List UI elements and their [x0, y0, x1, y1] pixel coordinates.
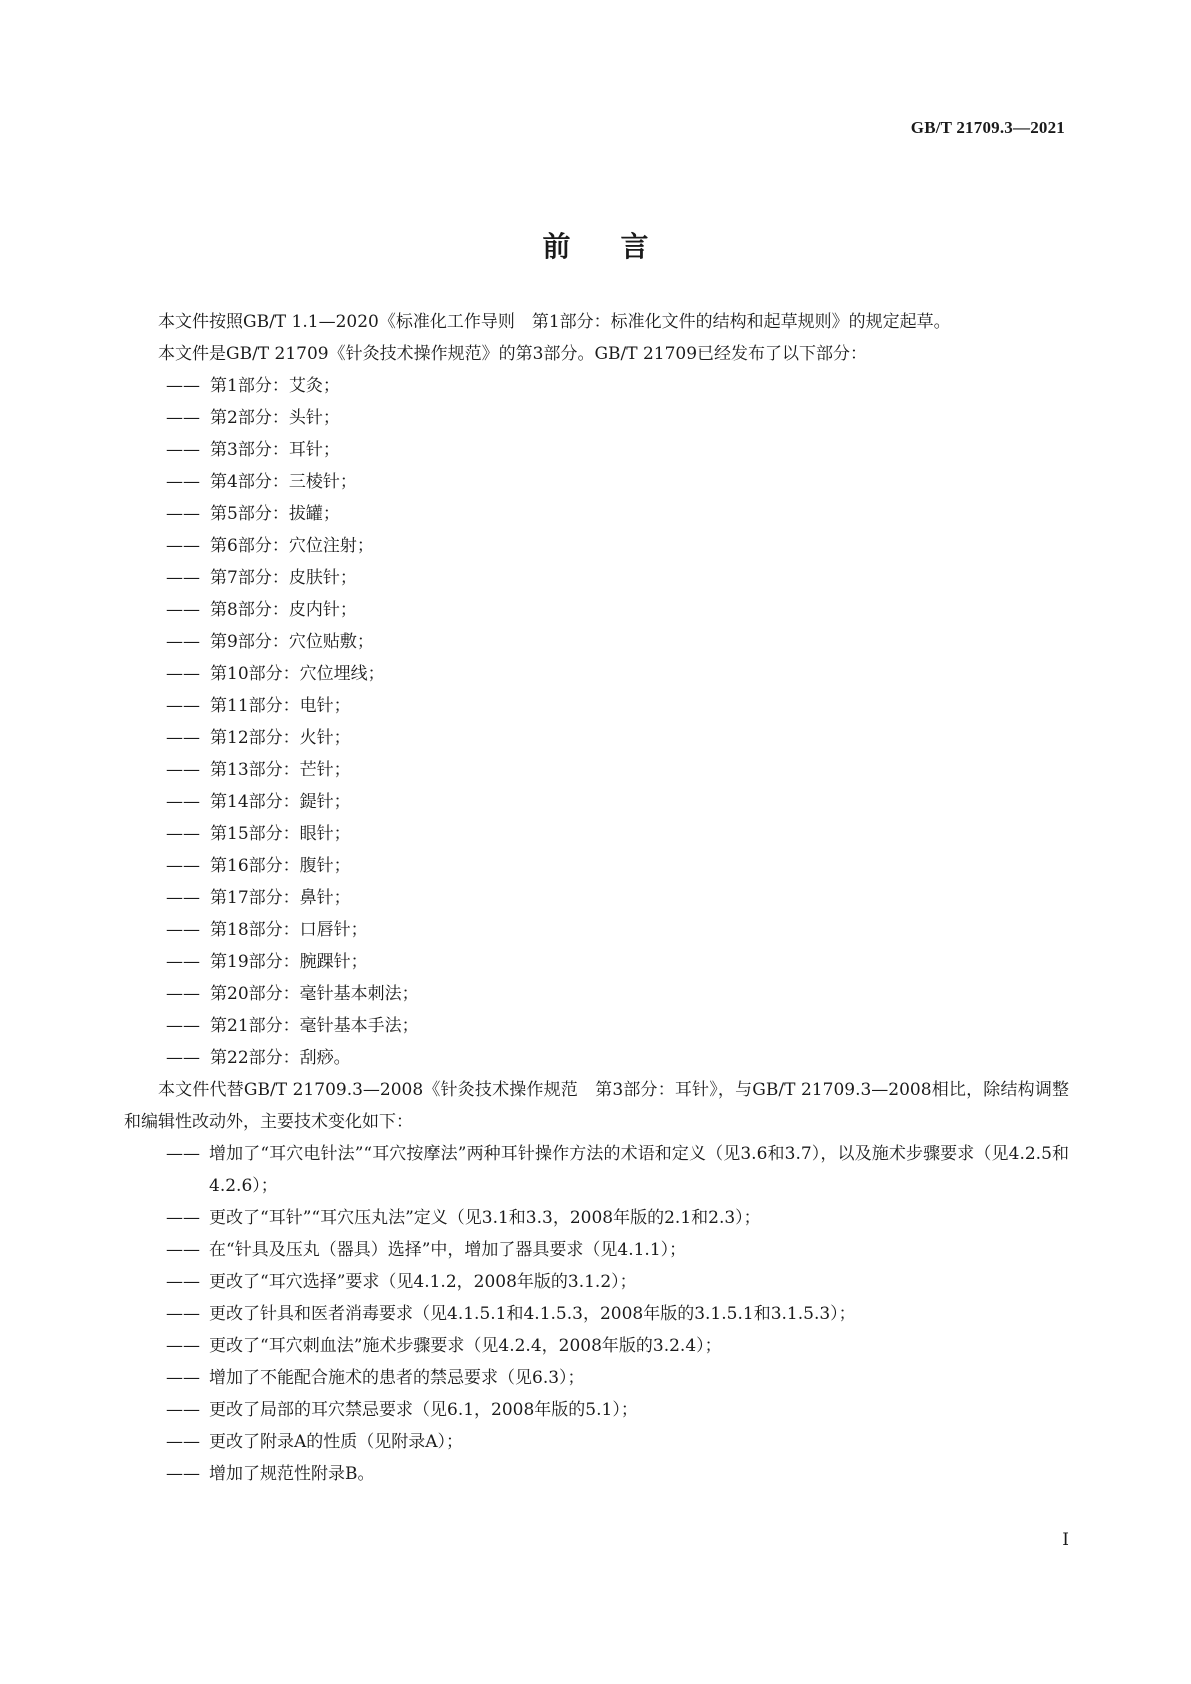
drafting-rule-paragraph: 本文件按照GB/T 1.1—2020《标准化工作导则 第1部分：标准化文件的结构和起草规则》的规定起草。 — [158, 312, 951, 332]
part-list-item-text: 第22部分：刮痧。 — [210, 1048, 351, 1068]
dash-marker: —— — [166, 1272, 200, 1292]
part-list-item — [124, 946, 1069, 978]
dash-marker: —— — [166, 536, 200, 556]
part-list-item-text: 第1部分：艾灸； — [210, 376, 340, 396]
part-list-item — [124, 786, 1069, 818]
series-intro-paragraph: 本文件是GB/T 21709《针灸技术操作规范》的第3部分。GB/T 21709已经发布了以下部分： — [158, 344, 868, 364]
part-list-item — [124, 498, 1069, 530]
part-list-item-text: 第18部分：口唇针； — [210, 920, 368, 940]
part-list-item — [124, 594, 1069, 626]
change-list-item-text: 更改了针具和医者消毒要求（见4.1.5.1和4.1.5.3，2008年版的3.1.5.1和3.1.5.3）； — [209, 1304, 856, 1324]
change-list-item-text: 更改了“耳穴刺血法”施术步骤要求（见4.2.4，2008年版的3.2.4）； — [209, 1336, 722, 1356]
dash-marker: —— — [166, 568, 200, 588]
dash-marker: —— — [166, 632, 200, 652]
part-list-item — [124, 466, 1069, 498]
change-list-item — [124, 1202, 1069, 1234]
dash-marker: —— — [166, 504, 200, 524]
part-list-item-text: 第12部分：火针； — [210, 728, 351, 748]
dash-marker: —— — [166, 920, 200, 940]
part-list-item-text: 第17部分：鼻针； — [210, 888, 351, 908]
dash-marker: —— — [166, 1016, 200, 1036]
change-list-item — [124, 1298, 1069, 1330]
part-list-item-text: 第16部分：腹针； — [210, 856, 351, 876]
dash-marker: —— — [166, 1464, 200, 1484]
part-list-item-text: 第21部分：毫针基本手法； — [210, 1016, 419, 1036]
part-list-item — [124, 978, 1069, 1010]
change-list-item — [124, 1234, 1069, 1266]
dash-marker: —— — [166, 1048, 200, 1068]
part-list-item-text: 第2部分：头针； — [210, 408, 340, 428]
title-char-1: 前 — [542, 230, 571, 263]
part-list-item-text: 第19部分：腕踝针； — [210, 952, 368, 972]
dash-marker: —— — [166, 1144, 200, 1164]
dash-marker: —— — [166, 472, 200, 492]
parts-list — [124, 370, 1069, 1074]
part-list-item-text: 第7部分：皮肤针； — [210, 568, 357, 588]
part-list-item-text: 第14部分：鍉针； — [210, 792, 351, 812]
change-list-item — [124, 1266, 1069, 1298]
page-number: I — [1062, 1530, 1069, 1550]
part-list-item — [124, 914, 1069, 946]
dash-marker: —— — [166, 600, 200, 620]
part-list-item — [124, 1042, 1069, 1074]
dash-marker: —— — [166, 984, 200, 1004]
dash-marker: —— — [166, 440, 200, 460]
dash-marker: —— — [166, 1336, 200, 1356]
part-list-item — [124, 434, 1069, 466]
dash-marker: —— — [166, 408, 200, 428]
part-list-item-text: 第6部分：穴位注射； — [210, 536, 374, 556]
dash-marker: —— — [166, 728, 200, 748]
dash-marker: —— — [166, 376, 200, 396]
change-list-item-text: 更改了局部的耳穴禁忌要求（见6.1，2008年版的5.1）； — [209, 1400, 638, 1420]
change-list-item-text: 更改了“耳穴选择”要求（见4.1.2，2008年版的3.1.2）； — [209, 1272, 637, 1292]
part-list-item-text: 第13部分：芒针； — [210, 760, 351, 780]
change-list-item — [124, 1394, 1069, 1426]
change-list-item — [124, 1330, 1069, 1362]
part-list-item-text: 第15部分：眼针； — [210, 824, 351, 844]
change-list-item-text: 在“针具及压丸（器具）选择”中，增加了器具要求（见4.1.1）； — [209, 1240, 687, 1260]
standard-code: GB/T 21709.3—2021 — [910, 118, 1065, 137]
dash-marker: —— — [166, 664, 200, 684]
dash-marker: —— — [166, 1400, 200, 1420]
change-list-item-text: 更改了“耳针”“耳穴压丸法”定义（见3.1和3.3，2008年版的2.1和2.3）； — [209, 1208, 761, 1228]
dash-marker: —— — [166, 1208, 200, 1228]
replacement-paragraph: 本文件代替GB/T 21709.3—2008《针灸技术操作规范 第3部分：耳针》，与GB/T 21709.3—2008相比，除结构调整和编辑性改动外，主要技术变化如下： — [124, 1080, 1069, 1132]
part-list-item-text: 第9部分：穴位贴敷； — [210, 632, 374, 652]
dash-marker: —— — [166, 1432, 200, 1452]
title-char-2: 言 — [620, 230, 649, 263]
part-list-item — [124, 850, 1069, 882]
change-list-item-text: 更改了附录A的性质（见附录A）； — [209, 1432, 464, 1452]
change-list-item — [124, 1426, 1069, 1458]
dash-marker: —— — [166, 1304, 200, 1324]
dash-marker: —— — [166, 792, 200, 812]
change-list-item-text: 增加了不能配合施术的患者的禁忌要求（见6.3）； — [209, 1368, 585, 1388]
dash-marker: —— — [166, 696, 200, 716]
page-title — [0, 225, 1191, 265]
dash-marker: —— — [166, 760, 200, 780]
part-list-item — [124, 754, 1069, 786]
changes-list — [124, 1138, 1069, 1490]
part-list-item — [124, 562, 1069, 594]
part-list-item — [124, 690, 1069, 722]
part-list-item — [124, 818, 1069, 850]
change-list-item — [124, 1362, 1069, 1394]
part-list-item — [124, 1010, 1069, 1042]
dash-marker: —— — [166, 952, 200, 972]
part-list-item — [124, 626, 1069, 658]
change-list-item-text: 增加了规范性附录B。 — [209, 1464, 375, 1484]
change-list-item — [124, 1138, 1069, 1202]
part-list-item-text: 第3部分：耳针； — [210, 440, 340, 460]
part-list-item — [124, 370, 1069, 402]
dash-marker: —— — [166, 1368, 200, 1388]
dash-marker: —— — [166, 856, 200, 876]
part-list-item — [124, 658, 1069, 690]
part-list-item-text: 第10部分：穴位埋线； — [210, 664, 385, 684]
part-list-item — [124, 882, 1069, 914]
dash-marker: —— — [166, 824, 200, 844]
part-list-item — [124, 530, 1069, 562]
change-list-item — [124, 1458, 1069, 1490]
document-body — [124, 306, 1069, 1490]
part-list-item — [124, 722, 1069, 754]
part-list-item-text: 第11部分：电针； — [210, 696, 351, 716]
part-list-item-text: 第4部分：三棱针； — [210, 472, 357, 492]
part-list-item-text: 第20部分：毫针基本刺法； — [210, 984, 419, 1004]
dash-marker: —— — [166, 1240, 200, 1260]
dash-marker: —— — [166, 888, 200, 908]
part-list-item-text: 第5部分：拔罐； — [210, 504, 340, 524]
part-list-item — [124, 402, 1069, 434]
change-list-item-text: 增加了“耳穴电针法”“耳穴按摩法”两种耳针操作方法的术语和定义（见3.6和3.7），以及施术步骤要求（见4.2.5和4.2.6）； — [209, 1144, 1069, 1196]
part-list-item-text: 第8部分：皮内针； — [210, 600, 357, 620]
